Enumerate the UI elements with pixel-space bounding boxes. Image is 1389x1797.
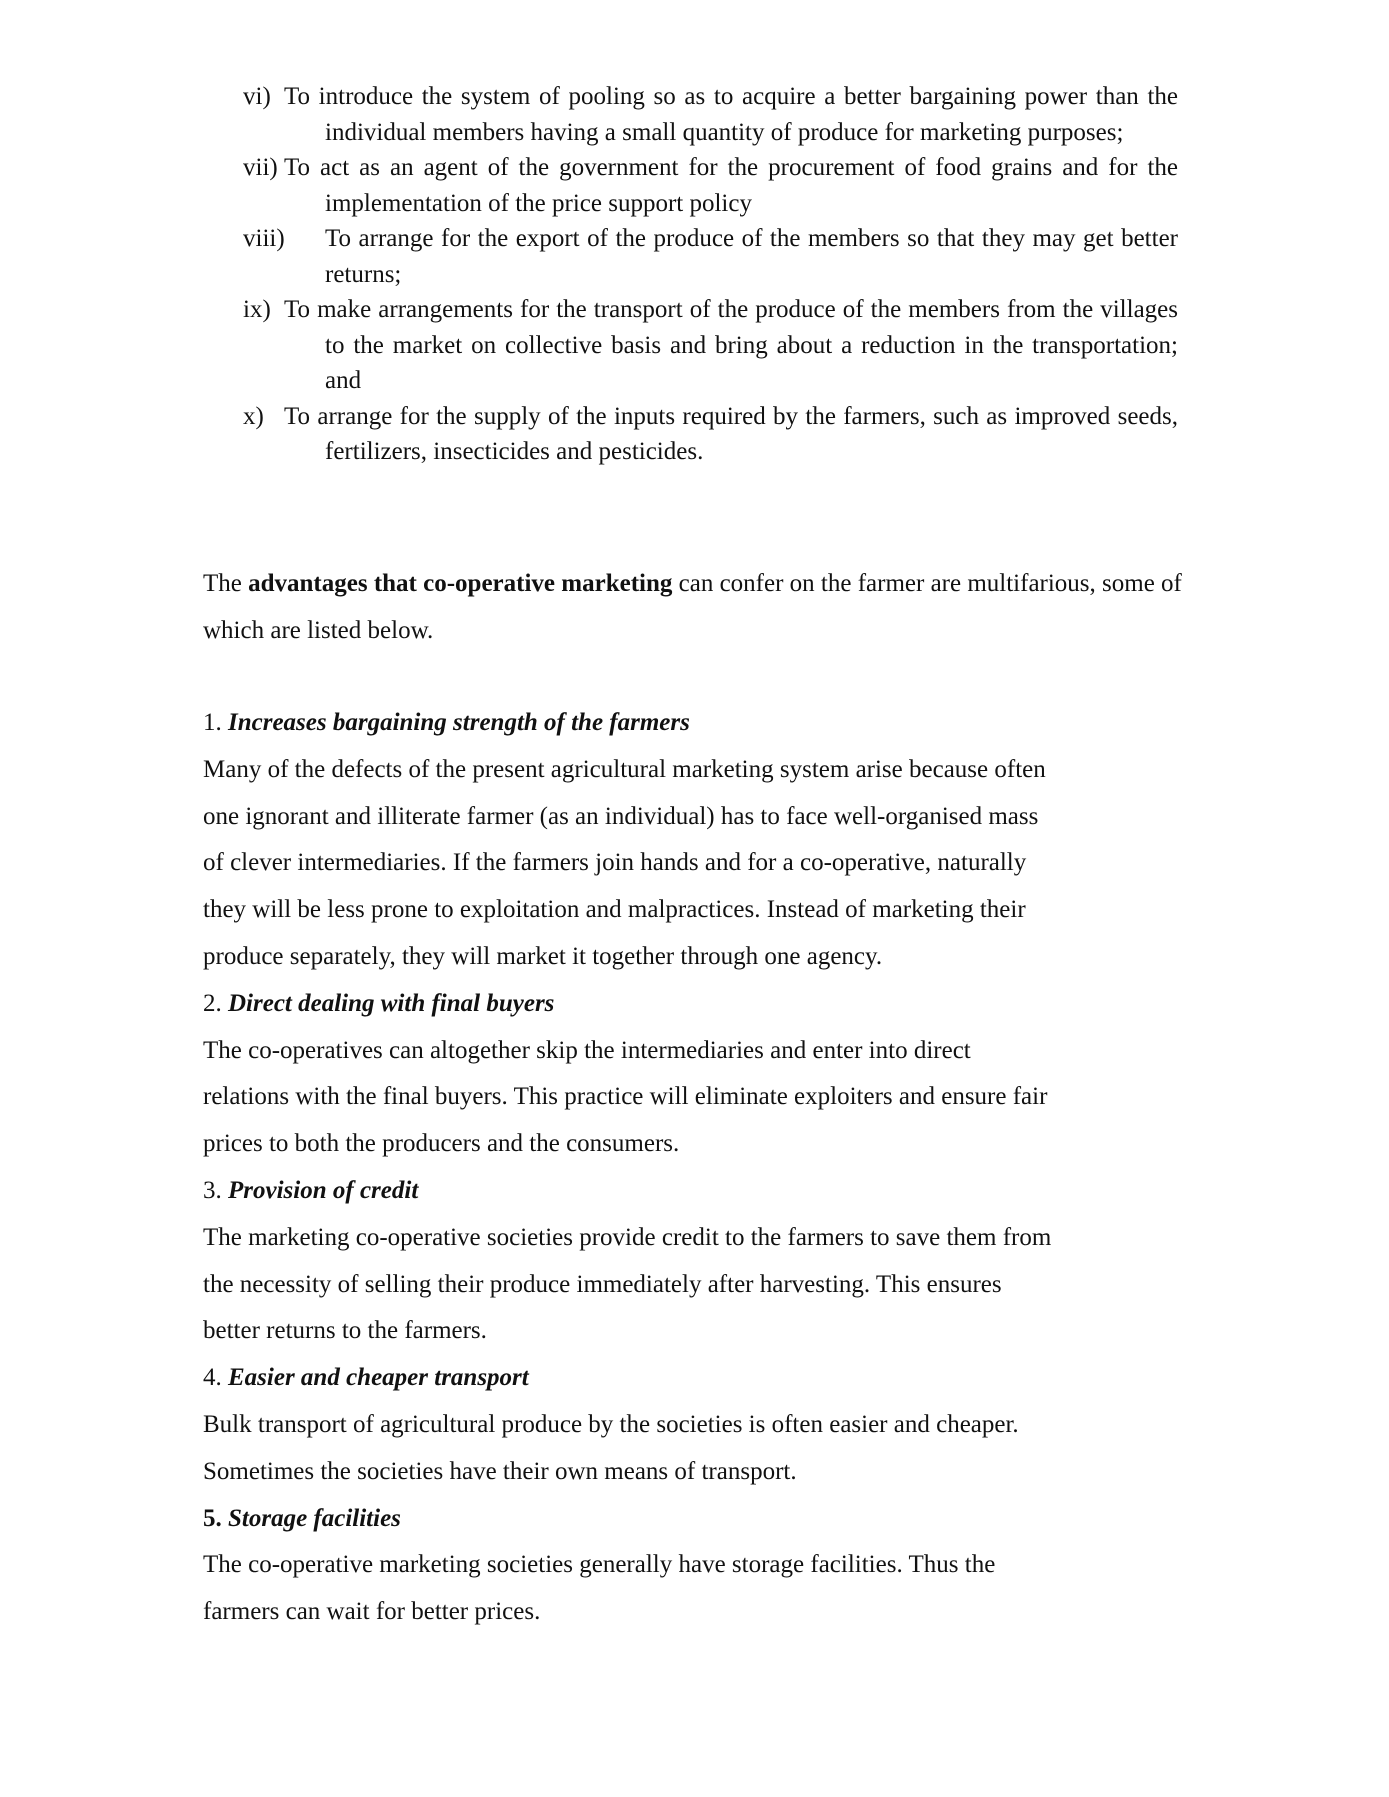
advantage-title: Storage facilities <box>228 1504 401 1532</box>
objective-text: To arrange for the supply of the inputs required by the farmers, such as improved seeds, fertilizers, insecticides and pesticides. <box>284 402 1178 465</box>
advantage-body: Many of the defects of the present agricultural marketing system arise because often one ignorant and illiterate farmer (as an individual) has to face well-organised mass of clever intermediaries. If the farmers join hands and for a co-operative, naturally they will be less prone to exploitation and malpractices. Instead of marketing their produce separately, they will market it together through one agency. <box>203 755 1046 970</box>
objective-item <box>243 79 1178 150</box>
advantage-title: Provision of credit <box>228 1176 419 1204</box>
objective-text: To make arrangements for the transport of the produce of the members from the villages to the market on collective basis and bring about a reduction in the transportation; and <box>284 296 1178 394</box>
intro-lead: The <box>203 570 249 597</box>
advantage-title: Increases bargaining strength of the farmers <box>228 709 690 736</box>
advantage-body: Bulk transport of agricultural produce by the societies is often easier and cheaper. Sometimes the societies have their own means of transport. <box>203 1410 1019 1485</box>
objective-number: vii) <box>243 154 278 181</box>
advantage-body: The co-operative marketing societies generally have storage facilities. Thus the farmers can wait for better prices. <box>203 1551 996 1626</box>
advantage-number: 2. <box>203 989 222 1017</box>
objective-item <box>243 399 1178 470</box>
advantage-heading <box>203 1496 1188 1543</box>
advantage-heading <box>203 1168 1188 1215</box>
objective-number: ix) <box>243 296 271 323</box>
advantage-heading <box>203 1355 1188 1402</box>
advantage-number: 5. <box>203 1504 222 1532</box>
advantage-number: 4. <box>203 1364 222 1392</box>
intro-bold-phrase: advantages that co-operative marketing <box>248 570 673 597</box>
advantage-body: The marketing co-operative societies provide credit to the farmers to save them from the necessity of selling their produce immediately after harvesting. This ensures better returns to the farmers. <box>203 1223 1052 1345</box>
objective-item <box>243 150 1178 221</box>
objective-text: To arrange for the export of the produce of the members so that they may get better returns; <box>325 225 1178 288</box>
objectives-list <box>243 79 1178 470</box>
advantage-heading <box>203 981 1188 1028</box>
advantage-title: Easier and cheaper transport <box>228 1364 529 1392</box>
objective-number: viii) <box>243 225 285 252</box>
advantage-heading <box>203 700 1188 747</box>
advantage-body: The co-operatives can altogether skip the intermediaries and enter into direct relations with the final buyers. This practice will eliminate exploiters and ensure fair prices to both the producers and the consumers. <box>203 1036 1048 1158</box>
objective-text: To introduce the system of pooling so as to acquire a better bargaining power than the individual members having a small quantity of produce for marketing purposes; <box>284 83 1178 146</box>
objective-item <box>243 292 1178 399</box>
advantage-number: 3. <box>203 1176 222 1204</box>
advantage-title: Direct dealing with final buyers <box>228 989 555 1017</box>
objective-text: To act as an agent of the government for the procurement of food grains and for the implementation of the price support policy <box>284 154 1178 217</box>
objective-item <box>243 221 1178 292</box>
advantage-number: 1. <box>203 709 222 736</box>
intro-paragraph <box>203 560 1188 654</box>
advantages-list <box>203 700 1188 1636</box>
objective-number: x) <box>243 402 264 430</box>
objective-number: vi) <box>243 83 271 110</box>
intro-rest: can confer on the farmer are multifarious, some of which are listed below. <box>203 570 1182 644</box>
